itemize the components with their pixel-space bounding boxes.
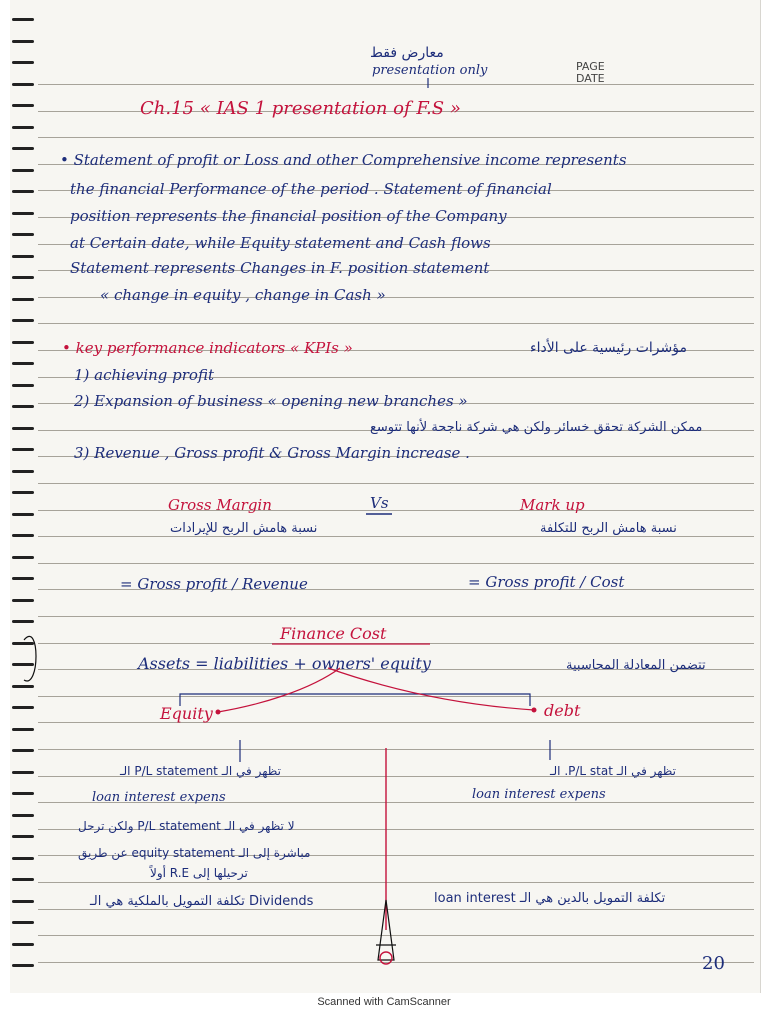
finance-cost-title: Finance Cost <box>280 624 387 643</box>
gross-margin-formula: = Gross profit / Revenue <box>120 575 308 593</box>
equity-note-line: loan interest expens <box>92 790 226 805</box>
page-number: 20 <box>702 953 725 974</box>
intro-line: Statement represents Changes in F. position statement <box>70 259 490 277</box>
debt-note-line: تظهر في الـ P/L stat. الـ <box>550 764 676 778</box>
kpi-heading-arabic: مؤشرات رئيسية على الأداء <box>530 340 687 356</box>
intro-line: the financial Performance of the period . Statement of financial <box>70 180 552 198</box>
intro-line: • Statement of profit or Loss and other Comprehensive income represents <box>60 151 627 169</box>
debt-label: debt <box>544 701 581 720</box>
loan-interest-row: تكلفة التمويل بالدين هي الـ loan interest <box>434 891 666 906</box>
dividends-row: Dividends تكلفة التمويل بالملكية هي الـ <box>90 894 314 909</box>
scanner-watermark: Scanned with CamScanner <box>317 996 451 1008</box>
gross-margin-title: Gross Margin <box>168 496 272 514</box>
mark-up-title: Mark up <box>520 496 585 514</box>
equity-note-line: تظهر في الـ P/L statement الـ <box>120 764 281 778</box>
mark-up-formula: = Gross profit / Cost <box>468 573 625 591</box>
notebook-page <box>10 0 761 993</box>
equity-note-line: ترحيلها إلى R.E أولاً <box>150 866 248 880</box>
vs-label: Vs <box>370 494 389 512</box>
intro-line: « change in equity , change in Cash » <box>100 286 386 304</box>
date-label: DATE <box>576 72 605 85</box>
intro-line: position represents the financial position of the Company <box>70 207 507 225</box>
equity-label: Equity <box>160 704 213 723</box>
chapter-title: Ch.15 « IAS 1 presentation of F.S » <box>140 98 461 119</box>
debt-note-line: loan interest expens <box>472 787 606 802</box>
equity-note-line: مباشرة إلى الـ equity statement عن طريق <box>78 846 311 860</box>
gross-margin-arabic: نسبة هامش الربح للإيرادات <box>170 521 318 536</box>
header-arabic-note: معارض فقط <box>370 45 444 61</box>
intro-line: at Certain date, while Equity statement and Cash flows <box>70 234 491 252</box>
hand-drawn-arrows <box>10 0 760 993</box>
kpi-heading: • key performance indicators « KPIs » <box>62 339 353 357</box>
kpi-item: 1) achieving profit <box>74 366 214 384</box>
kpi-arabic-note: ممكن الشركة تحقق خسائر ولكن هي شركة ناجحة لأنها تتوسع <box>370 420 703 435</box>
kpi-item: 2) Expansion of business « opening new branches » <box>74 392 468 410</box>
equity-note-line: لا تظهر في الـ P/L statement ولكن ترحل <box>78 819 295 833</box>
equation-arabic: تتضمن المعادلة المحاسبية <box>566 658 706 673</box>
presentation-only-note: presentation only <box>372 63 488 78</box>
mark-up-arabic: نسبة هامش الربح للتكلفة <box>540 521 677 536</box>
accounting-equation: Assets = liabilities + owners' equity <box>138 654 431 673</box>
page-label: PAGE <box>576 60 605 73</box>
kpi-item: 3) Revenue , Gross profit & Gross Margin increase . <box>74 444 470 462</box>
